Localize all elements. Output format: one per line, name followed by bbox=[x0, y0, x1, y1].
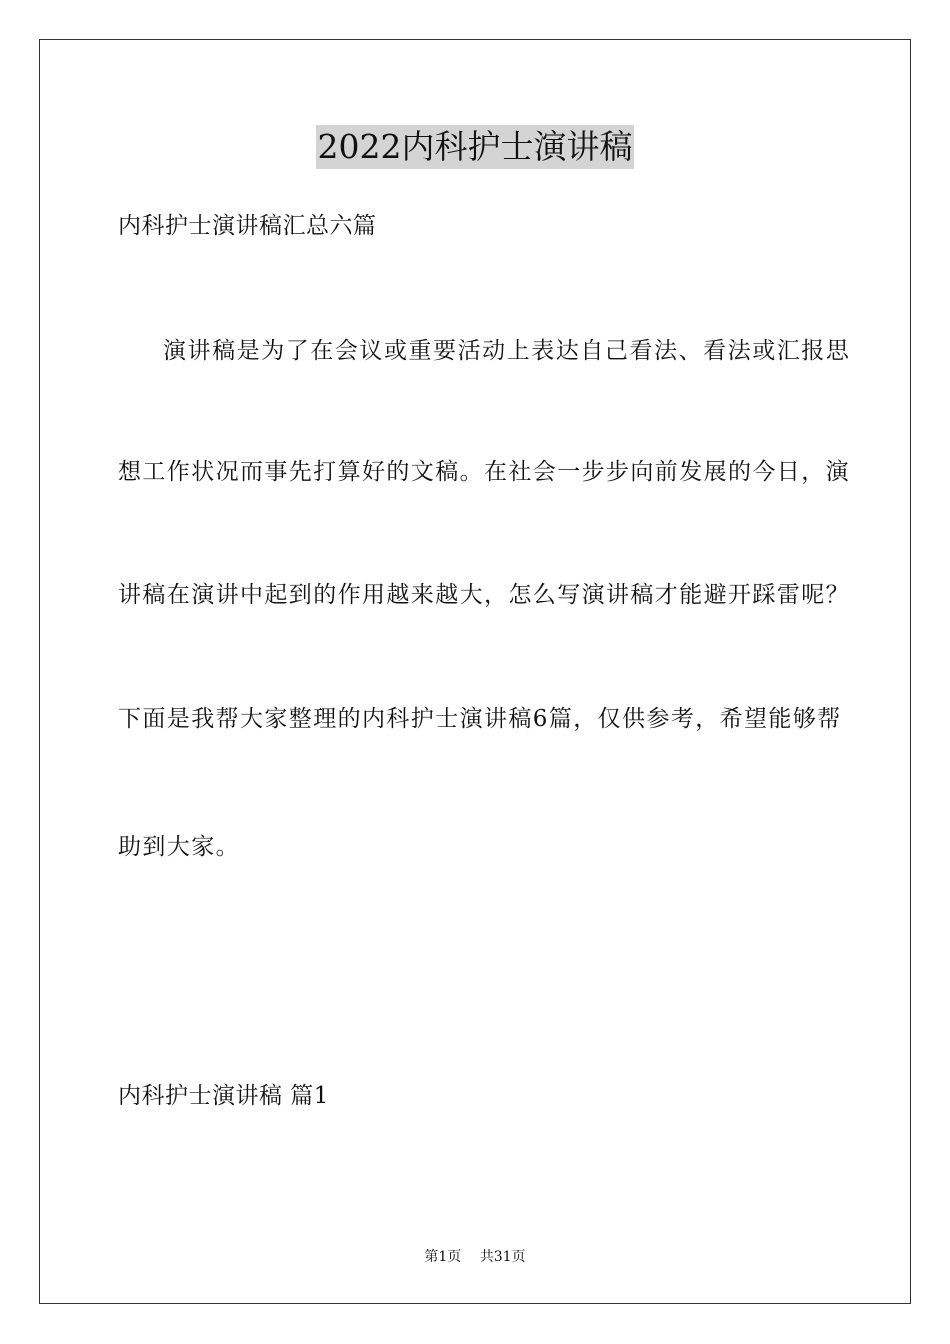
section-heading: 内科护士演讲稿 篇1 bbox=[118, 1083, 329, 1109]
paragraph-line-2: 想工作状况而事先打算好的文稿。在社会一步步向前发展的今日，演 bbox=[118, 459, 850, 485]
paragraph-line-3: 讲稿在演讲中起到的作用越来越大，怎么写演讲稿才能避开踩雷呢？ bbox=[118, 582, 850, 608]
total-pages: 共31页 bbox=[479, 1249, 526, 1265]
page-footer bbox=[0, 1247, 950, 1267]
document-title: 2022内科护士演讲稿 bbox=[316, 125, 635, 169]
paragraph-line-1: 演讲稿是为了在会议或重要活动上表达自己看法、看法或汇报思 bbox=[163, 338, 851, 364]
title-container bbox=[0, 125, 950, 169]
paragraph-line-5: 助到大家。 bbox=[118, 834, 240, 860]
document-subtitle: 内科护士演讲稿汇总六篇 bbox=[118, 213, 377, 239]
page-number: 第1页 bbox=[424, 1249, 462, 1265]
paragraph-line-4: 下面是我帮大家整理的内科护士演讲稿6篇，仅供参考，希望能够帮 bbox=[118, 706, 842, 732]
